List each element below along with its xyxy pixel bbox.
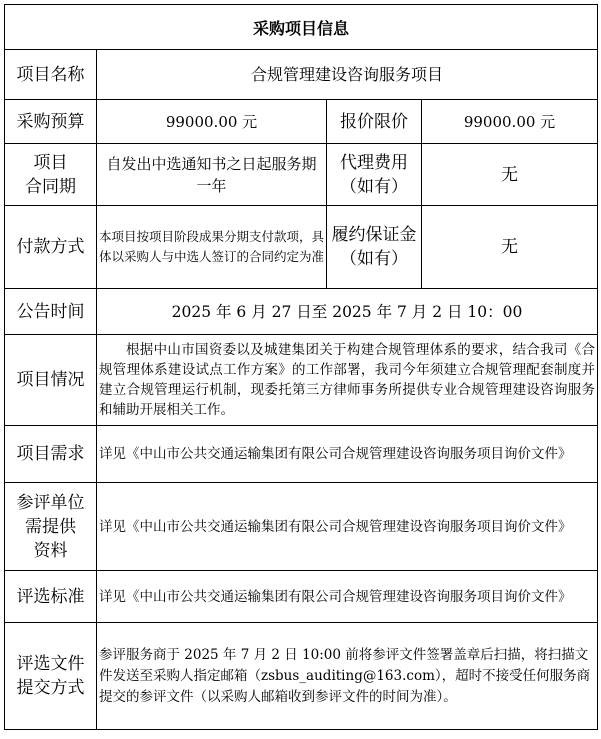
value-announcement-time: 2025 年 6 月 27 日至 2025 年 7 月 2 日 10：00 (97, 289, 598, 335)
value-payment: 本项目按项目阶段成果分期支付款项，具体以采购人与中选人签订的合同约定为准 (97, 206, 327, 289)
value-project-situation: 根据中山市国资委以及城建集团关于构建合规管理体系的要求，结合我司《合规管理体系建设试点工作方案》的工作部署，我司今年须建立合规管理配套制度并建立合规管理运行机制，现委托第三方律师事务所提供专业合规管理建设咨询服务和辅助开展相关工作。 (97, 335, 598, 426)
label-submission-line2: 提交方式 (16, 678, 85, 698)
value-submission: 参评服务商于 2025 年 7 月 2 日 10:00 前将参评文件签署盖章后扫描，将扫描文件发送至采购人指定邮箱（zsbus_auditing@163.com），超时不接受任何服务商提交的参评文件（以采购人邮箱收到参评文件的时间为准）。 (97, 623, 598, 730)
label-performance-bond (327, 206, 422, 289)
label-budget: 采购预算 (5, 100, 97, 144)
label-project-situation: 项目情况 (5, 335, 97, 426)
label-agency-fee (327, 144, 422, 206)
label-bidder-materials (5, 483, 97, 571)
procurement-info-table (4, 4, 598, 730)
label-agency-fee-line1: 代理费用 (340, 152, 408, 173)
value-project-name: 合规管理建设咨询服务项目 (97, 50, 598, 100)
label-project-needs: 项目需求 (5, 426, 97, 483)
label-performance-bond-line2: （如有） (340, 249, 408, 269)
label-bidder-materials-line3: 资料 (33, 540, 68, 561)
value-performance-bond: 无 (422, 206, 598, 289)
table-title: 采购项目信息 (5, 5, 598, 50)
value-price-limit: 99000.00 元 (422, 100, 598, 144)
label-bidder-materials-line1: 参评单位 (16, 492, 85, 513)
label-agency-fee-line2: （如有） (340, 176, 408, 197)
label-contract-period-line1: 项目 (33, 152, 68, 173)
value-agency-fee: 无 (422, 144, 598, 206)
label-contract-period-line2: 合同期 (25, 176, 76, 197)
label-submission (5, 623, 97, 730)
label-project-name: 项目名称 (5, 50, 97, 100)
label-payment: 付款方式 (5, 206, 97, 289)
value-project-needs: 详见《中山市公共交通运输集团有限公司合规管理建设咨询服务项目询价文件》 (97, 426, 598, 483)
label-bidder-materials-line2: 需提供 (25, 516, 76, 537)
label-price-limit: 报价限价 (327, 100, 422, 144)
value-bidder-materials: 详见《中山市公共交通运输集团有限公司合规管理建设咨询服务项目询价文件》 (97, 483, 598, 571)
label-performance-bond-line1: 履约保证金 (331, 225, 417, 245)
value-contract-period: 自发出中选通知书之日起服务期一年 (97, 144, 327, 206)
label-submission-line1: 评选文件 (16, 654, 85, 674)
label-evaluation-criteria: 评选标准 (5, 571, 97, 623)
label-contract-period (5, 144, 97, 206)
value-evaluation-criteria: 详见《中山市公共交通运输集团有限公司合规管理建设咨询服务项目询价文件》 (97, 571, 598, 623)
label-announcement-time: 公告时间 (5, 289, 97, 335)
value-budget: 99000.00 元 (97, 100, 327, 144)
